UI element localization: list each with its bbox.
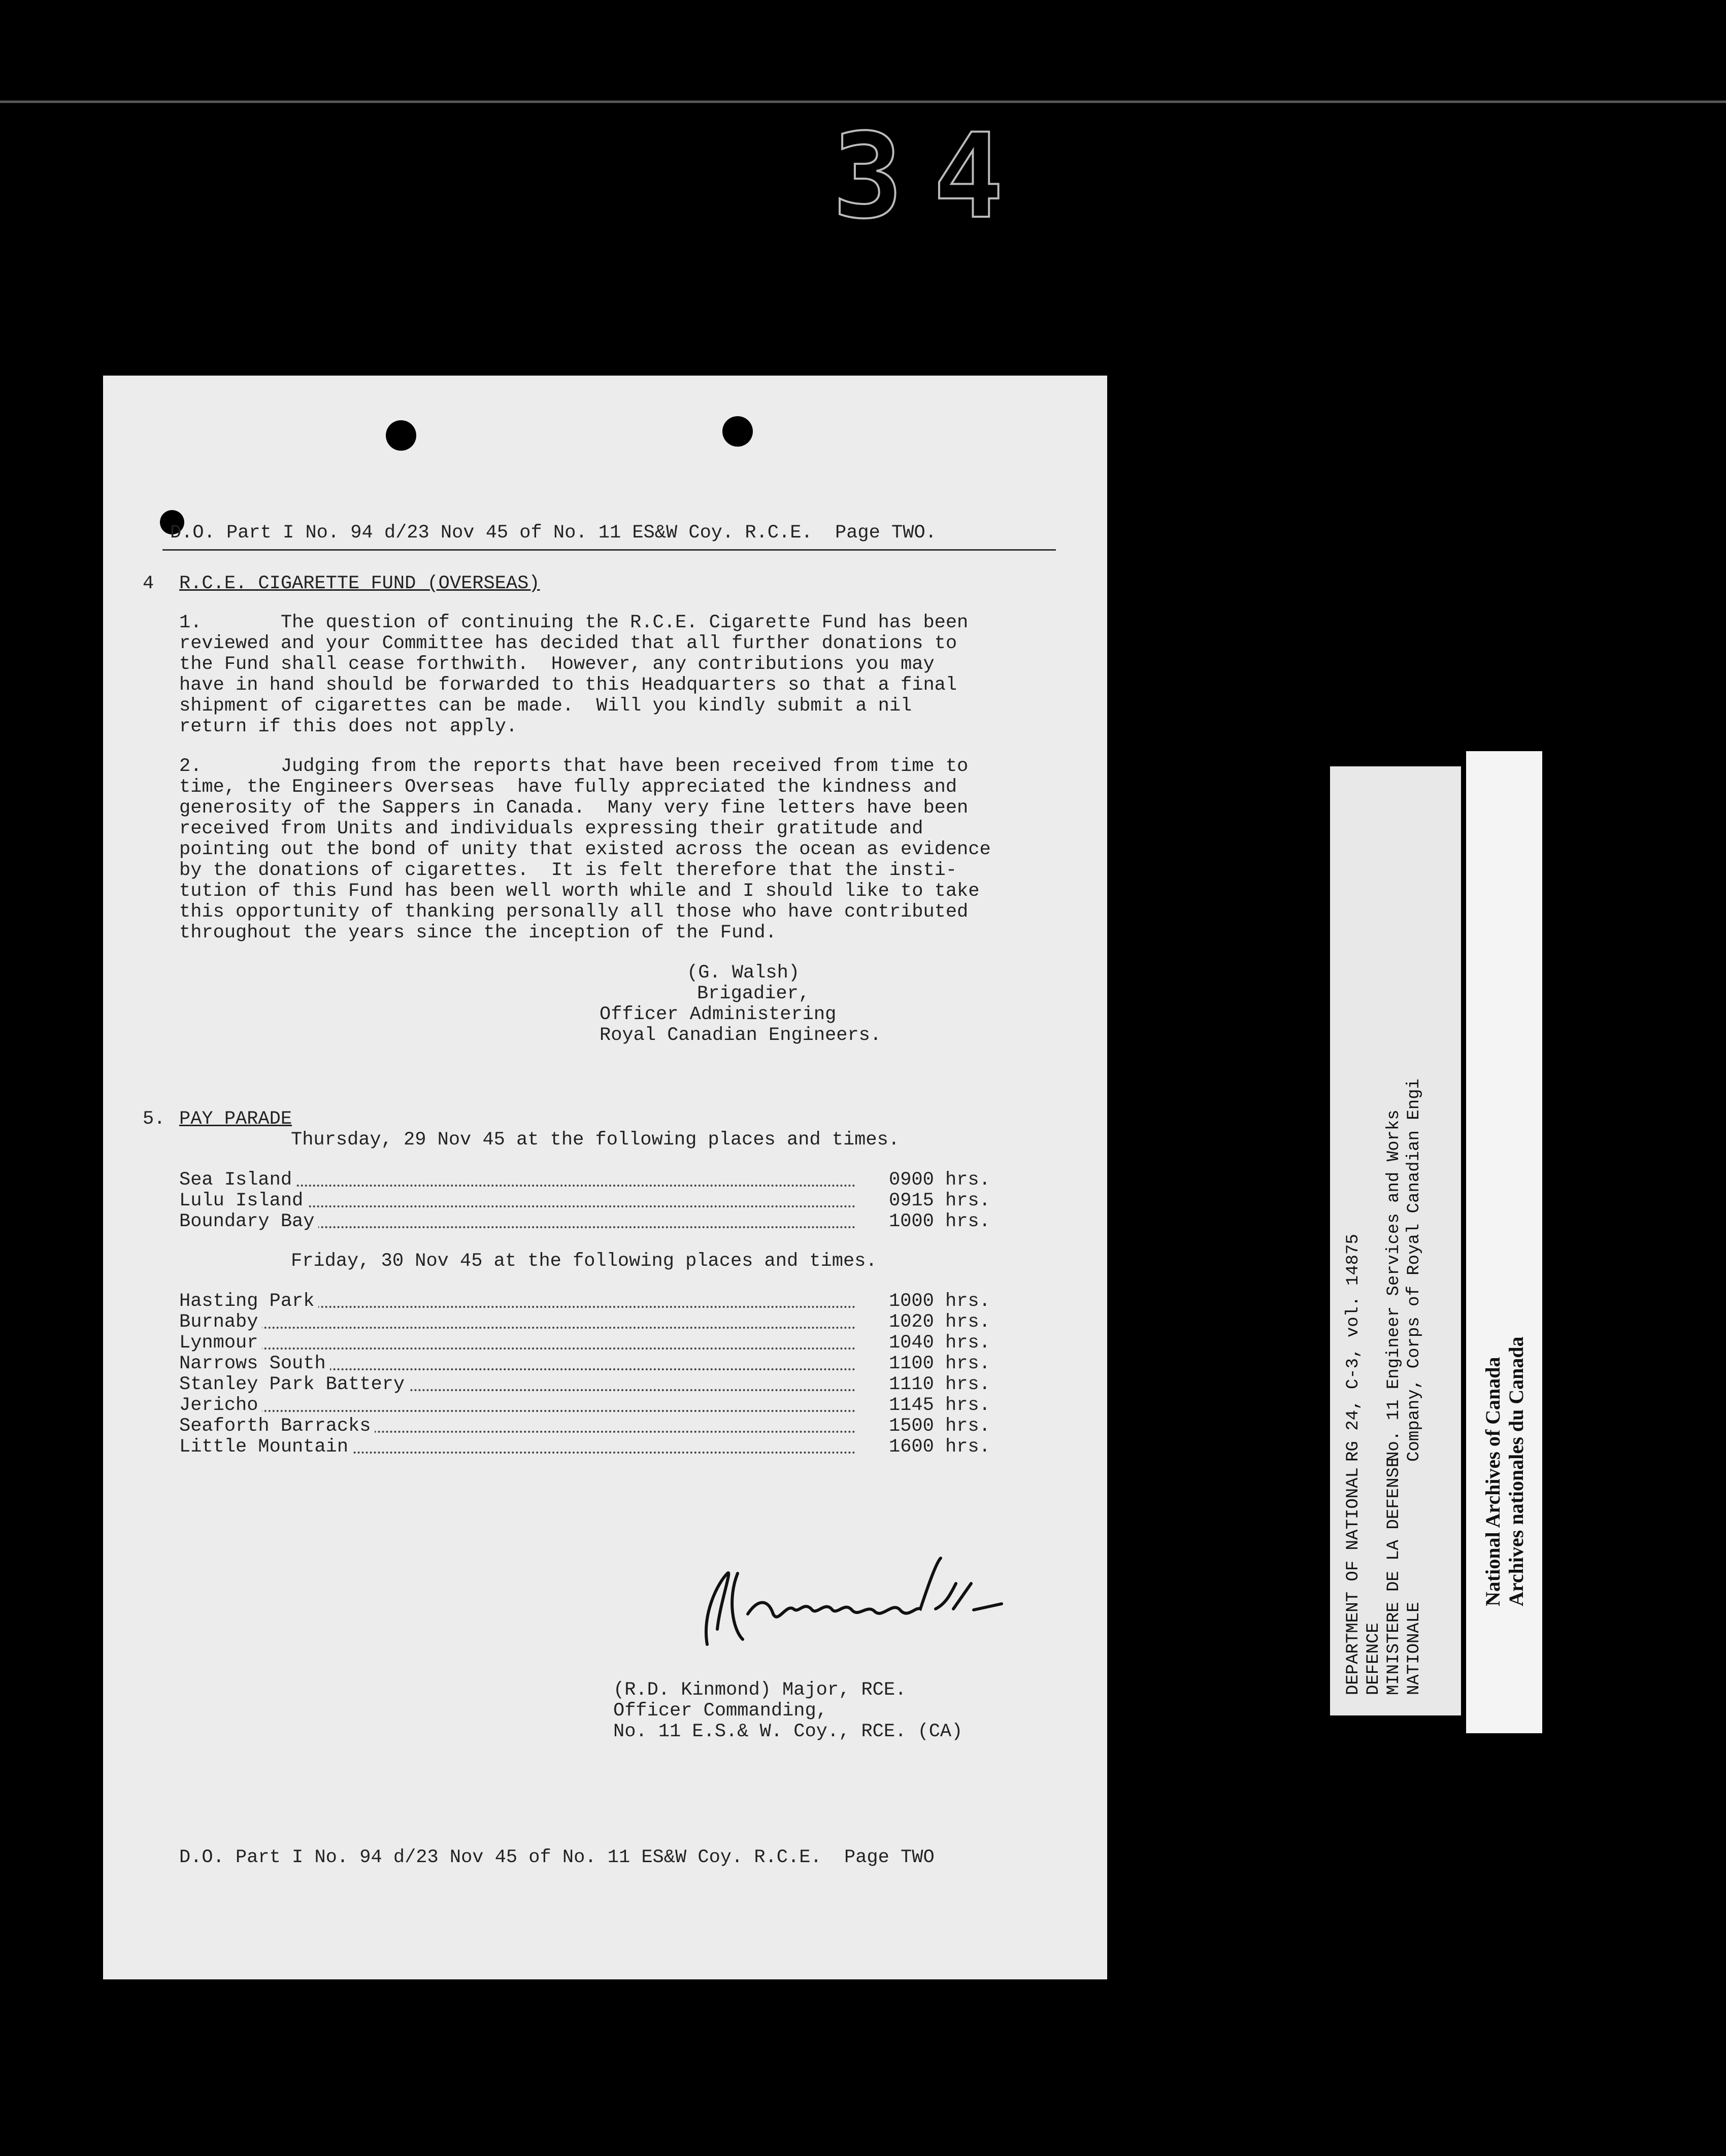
text-line: National Archives of Canada xyxy=(1481,1357,1504,1606)
punch-hole-left xyxy=(386,420,416,451)
schedule-place: Seaforth Barracks xyxy=(179,1416,375,1437)
schedule-time: 1600 hrs. xyxy=(885,1437,990,1458)
text-line: by the donations of cigarettes. It is felt therefore that the insti- xyxy=(179,860,957,881)
archive-tab-text xyxy=(1466,751,1542,1733)
text-line: 1. The question of continuing the R.C.E. Cigarette Fund has been xyxy=(179,612,969,633)
text-line: (G. Walsh) xyxy=(687,962,800,984)
schedule-place: Lulu Island xyxy=(179,1191,307,1211)
text-line: have in hand should be forwarded to this Headquarters so that a final xyxy=(179,675,957,696)
schedule-place: Boundary Bay xyxy=(179,1211,318,1232)
schedule-place: Little Mountain xyxy=(179,1437,352,1458)
schedule-time: 1040 hrs. xyxy=(885,1333,990,1354)
text-line: No. 11 Engineer Services and Works xyxy=(1384,1109,1404,1462)
schedule-place: Lynmour xyxy=(179,1333,262,1354)
text-line: Company, Corps of Royal Canadian Engi xyxy=(1405,1079,1424,1462)
national-archives-tab xyxy=(1466,751,1542,1733)
document-page xyxy=(103,376,1107,1979)
schedule-time: 1110 hrs. xyxy=(885,1374,990,1395)
reference-block xyxy=(1343,1079,1424,1462)
text-line: time, the Engineers Overseas have fully appreciated the kindness and xyxy=(179,777,957,798)
schedule-place: Jericho xyxy=(179,1395,262,1416)
schedule-time: 1020 hrs. xyxy=(885,1312,990,1333)
scan-edge-line xyxy=(0,100,1726,103)
text-line: DEPARTMENT OF NATIONAL xyxy=(1344,1467,1363,1695)
schedule-place: Hasting Park xyxy=(179,1291,318,1312)
schedule-time: 1000 hrs. xyxy=(885,1211,990,1232)
dot-leader xyxy=(179,1327,855,1329)
text-line: the Fund shall cease forthwith. However, any contributions you may xyxy=(179,654,935,675)
schedule-time: 0915 hrs. xyxy=(885,1191,990,1211)
schedule-place: Stanley Park Battery xyxy=(179,1374,409,1395)
text-line: reviewed and your Committee has decided that all further donations to xyxy=(179,633,957,654)
friday-intro: Friday, 30 Nov 45 at the following places and times. xyxy=(291,1251,877,1272)
punch-hole-right xyxy=(722,416,753,447)
dot-leader xyxy=(179,1410,855,1412)
department-block xyxy=(1343,1457,1424,1695)
dot-leader xyxy=(179,1348,855,1350)
text-line: Royal Canadian Engineers. xyxy=(600,1025,882,1046)
text-line: No. 11 E.S.& W. Coy., RCE. (CA) xyxy=(613,1721,963,1742)
text-line: Brigadier, xyxy=(697,983,810,1004)
text-line: DEFENCE xyxy=(1364,1623,1383,1695)
schedule-time: 1100 hrs. xyxy=(885,1354,990,1374)
schedule-place: Sea Island xyxy=(179,1170,296,1191)
page-header: D.O. Part I No. 94 d/23 Nov 45 of No. 11 ES&W Coy. R.C.E. Page TWO. xyxy=(170,522,937,544)
archive-reference-label xyxy=(1330,766,1461,1715)
text-line: shipment of cigarettes can be made. Will you kindly submit a nil xyxy=(179,695,912,717)
schedule-time: 1145 hrs. xyxy=(885,1395,990,1416)
text-line: RG 24, C-3, vol. 14875 xyxy=(1344,1234,1363,1462)
section-5-number: 5. xyxy=(143,1108,165,1130)
archive-name-block xyxy=(1481,1336,1528,1606)
text-line: this opportunity of thanking personally all those who have contributed xyxy=(179,901,969,923)
frame-number: 34 xyxy=(833,109,1034,245)
schedule-time: 1500 hrs. xyxy=(885,1416,990,1437)
text-line: 2. Judging from the reports that have been received from time to xyxy=(179,756,969,777)
archive-label-text xyxy=(1330,766,1461,1715)
section-4-number: 4 xyxy=(143,573,154,594)
text-line: throughout the years since the inception of the Fund. xyxy=(179,922,777,944)
schedule-time: 0900 hrs. xyxy=(885,1170,990,1191)
text-line: Officer Commanding, xyxy=(613,1700,827,1722)
section-5-title: PAY PARADE xyxy=(179,1108,292,1130)
text-line: generosity of the Sappers in Canada. Many very fine letters have been xyxy=(179,797,969,819)
page-footer: D.O. Part I No. 94 d/23 Nov 45 of No. 11 ES&W Coy. R.C.E. Page TWO xyxy=(179,1847,935,1868)
thursday-intro: Thursday, 29 Nov 45 at the following places and times. xyxy=(291,1129,900,1151)
text-line: NATIONALE xyxy=(1405,1602,1424,1695)
text-line: received from Units and individuals expressing their gratitude and xyxy=(179,818,923,839)
section-4-title: R.C.E. CIGARETTE FUND (OVERSEAS) xyxy=(179,573,540,594)
text-line: pointing out the bond of unity that existed across the ocean as evidence xyxy=(179,839,991,860)
schedule-place: Narrows South xyxy=(179,1354,330,1374)
schedule-place: Burnaby xyxy=(179,1312,262,1333)
text-line: tution of this Fund has been well worth while and I should like to take xyxy=(179,881,980,902)
text-line: Officer Administering xyxy=(600,1004,837,1025)
text-line: (R.D. Kinmond) Major, RCE. xyxy=(613,1679,907,1701)
kinmond-handwritten-signature xyxy=(697,1553,1012,1655)
header-rule xyxy=(162,549,1056,551)
text-line: return if this does not apply. xyxy=(179,716,518,737)
text-line xyxy=(1364,1079,1384,1462)
text-line: MINISTERE DE LA DEFENSE xyxy=(1384,1457,1404,1695)
schedule-time: 1000 hrs. xyxy=(885,1291,990,1312)
text-line: Archives nationales du Canada xyxy=(1505,1336,1528,1606)
